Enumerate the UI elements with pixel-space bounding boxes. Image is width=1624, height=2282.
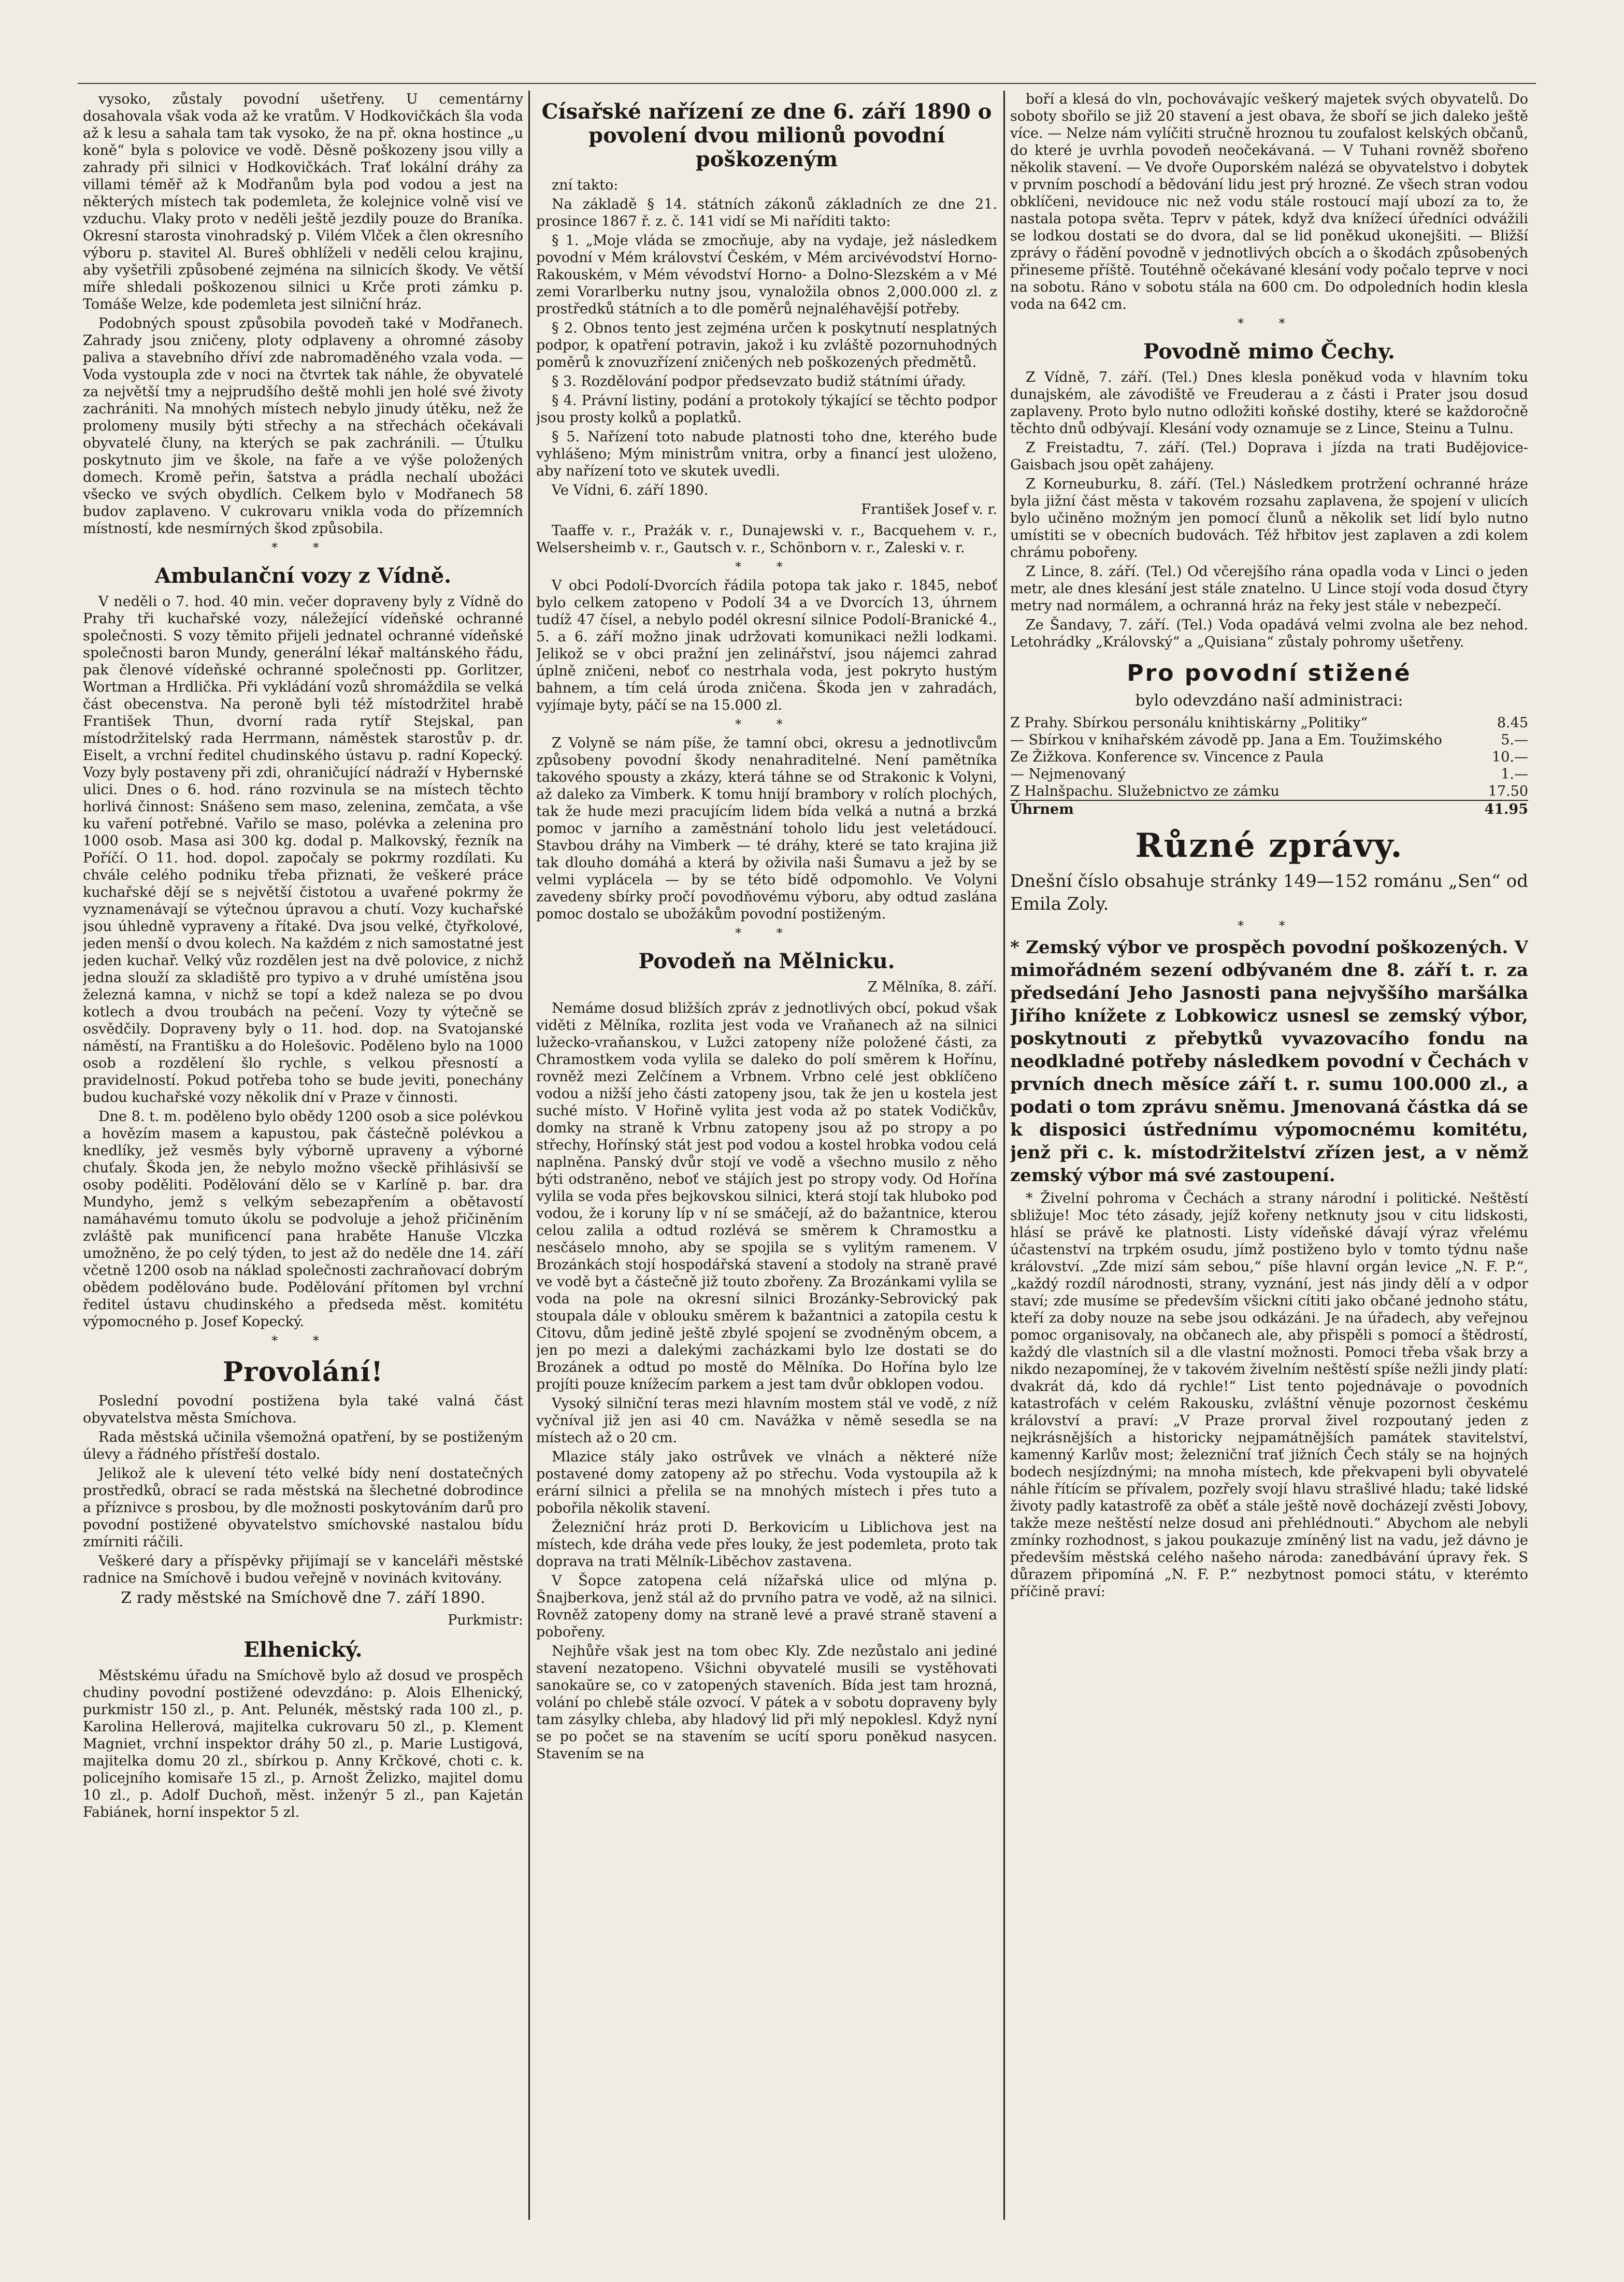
paragraph: boří a klesá do vln, pochovávajíc veškerý majetek svých obyvatelů. Do soboty sbořilo se již 20 stavení a jest obava, že sboří se jich daleko ještě více. — Nelze nám vylíčiti stručně hroznou tu zoufalost kelských občanů, do které je uvrhla povodeň neočekávaná. — V Tuhani rovněž sbořeno několik stavení. — Ve dvoře Ouporském nalézá se obyvatelstvo i dobytek v prvním poschodí a bědování lidu jest prý hrozné. Ze všech stran vodou obklíčeni, nevidouce nic než vodu stále rostoucí mají ubozí za to, že nastala potopa světa. Teprv v pátek, když dva knížecí úředníci odvážili se lodkou dostati se do dvora, dal se lid poněkud ukonejšiti. — Bližší zprávy o řádění povodně v jednotlivých obcích a o škodách způsobených přineseme příště. Toutéhně očekávané klesání vody počalo teprve v noci na sobotu. Ráno v sobotu stála na 600 cm. Do odpoledních hodin klesla voda na 642 cm. [1010, 91, 1528, 312]
article-heading: Povodně mimo Čechy. [1143, 339, 1395, 364]
section-separator: * * [735, 926, 798, 940]
paragraph: Veškeré dary a příspěvky přijímají se v kanceláři městské radnice na Smíchově i budou veřejně v novinách kvitovány. [83, 1553, 523, 1586]
ledger-label: Z Prahy. Sbírkou personálu knihtiskárny „Politiky“ [1010, 715, 1368, 731]
section-separator: * * [271, 1333, 335, 1348]
article-heading: Různé zprávy. [1135, 826, 1403, 865]
paragraph: vysoko, zůstaly povodní ušetřeny. U cementárny dosahovala však voda až ke vratům. V Hodkovičkách šla voda až k lesu a sahala tam tak vysoko, že na př. okna hostince „u koně“ byla s polovice ve vodě. Děsně poškozeny jsou villy a zahrady při silnici v Hodkovičkách. Trať lokální dráhy za villami téměř až k Modřanům byla pod vodou a jest na některých místech tak podemleta, že kolejnice volně visí ve vzduchu. Vlaky proto v neděli ještě jezdily pouze do Braníka. Okresní starosta vinohradský p. Vilém Vlček a člen okresního výboru p. stavitel Al. Bureš obhlíželi v neděli celou krajinu, aby vyšetřili způsobené zejména na silnicích škody. Ve větší míře shledali poškozenou silnici u Krče proti zámku p. Tomáše Welze, kde podemleta jest silniční hráz. [83, 91, 523, 312]
top-rule [78, 83, 1536, 84]
ledger-total-amount: 41.95 [1484, 801, 1528, 817]
paragraph: § 5. Nařízení toto nabude platnosti toho dne, kterého bude vyhlášeno; Mým ministrům vnitra, orby a financí jest uloženo, aby nařízení toto ve skutek uvedli. [536, 429, 997, 479]
paragraph: Nemáme dosud bližších zpráv z jednotlivých obcí, pokud však viděti z Mělníka, rozlita jest voda ve Vraňanech až na silnici lužecko-vraňanskou, v Lužci zatopeny níže položené části, za Chramostkem voda vylila se daleko do polí směrem k Hořínu, rovněž mezi Zelčínem a Vrbnem. Vrbno celé jest obklíčeno vodou a nižší jeho části zatopeny jsou, tak že jen u kostela jest suché místo. V Hořině vylita jest voda až po statek Vodičkův, domky na straně k Vrbnu zatopeny jsou až po stropy a po střechy, Hořínský stát jest pod vodou a kostel hrobka vodou celá naplněna. Panský dvůr stojí ve vodě a všechno musilo z něho býti odstraněno, neboť ve stájích jest po stropy vody. Od Hořína vylila se voda přes bejkovskou silnici, která stojí tak hluboko pod vodou, že i koruny líp v ní se smáčejí, až do bažantnice, kterou celou zalila a odtud rozlévá se směrem k Chramostku a nesčáselo mnoho, aby se spojila se s vylitým ramenem. V Brozánkách stojí hospodářská stavení a stodoly na straně pravé ve vodě byt a částečně již touto zbořeny. Za Brozánkami vylila se voda na pole na okresní silnici Brozánky-Sebrovický pak stoupala dále v oblouku směrem k bažantnici a zatopila cestu k Citovu, dům jedině ještě zbylé spojení se zvodněným obcem, a jen po mezi a dalekými zacházkami bylo lze dostati se do Brozánek a odtud po mostě do Mělníka. Do Hořína bylo lze projíti pouze knížecím parkem a jest tam dvůr obklopen vodou. [536, 1000, 997, 1393]
paragraph: Z Lince, 8. září. (Tel.) Od včerejšího rána opadla voda v Linci o jeden metr, ale dnes klesání jest stále znatelno. U Lince stojí voda dosud čtyry metry nad normálem, a ochranná hráz na řeky jest stále v nebezpečí. [1010, 564, 1528, 614]
article-heading: Elhenický. [243, 1638, 363, 1662]
paragraph: V obci Podolí-Dvorcích řádila potopa tak jako r. 1845, neboť bylo celkem zatopeno v Podolí 34 a ve Dvorcích 13, úhrnem tudíž 47 čísel, a nebylo podél okresní silnice Podolí-Branické 4., 5. a 6. září možno jinak udržovati komunikaci nežli lodkami. Jelikož se v obci pražní jen zelinářství, jsou nájemci zahrad úplně zničeni, neboť co nestrhala voda, jest pokryto hustým bahnem, a tím celá úroda zničena. Škoda jen v zahradách, vyjímaje byty, páčí se na 15.000 zl. [536, 578, 997, 713]
column-divider [1003, 91, 1005, 2220]
section-separator: * * [735, 559, 798, 574]
signature-line: František Josef v. r. [861, 501, 997, 518]
section-separator: * * [271, 540, 335, 555]
ledger-total-label: Úhrnem [1010, 801, 1074, 817]
ledger-row [1010, 714, 1528, 731]
section-separator: * * [1238, 316, 1301, 331]
paragraph: V Šopce zatopena celá nížařská ulice od mlýna p. Šnajberkova, jenž stál až do prvního patra ve vodě, až na silnici. Rovněž zatopeny domy na straně levé a pravé straně stavení a pobořeny. [536, 1573, 997, 1640]
paragraph: Nejhůře však jest na tom obec Kly. Zde nezůstalo ani jediné stavení nezatopeno. Všichni obyvatelé musili se vystěhovati sanokaŭre se, co v zatopených staveních. Bída jest tam hrozná, volání po chlebě stále ozvocí. V pátek a v sobotu dopraveny byly tam zásylky chleba, aby hladový lid při mlý nepoklesl. Když nyní se po počet se na stavením se ucítí sporu poněkud nasycen. Stavením se na [536, 1643, 997, 1762]
article-heading: Pro povodní stižené [1127, 660, 1412, 686]
paragraph: Z Vídně, 7. září. (Tel.) Dnes klesla poněkud voda v hlavním toku dunajském, ale závodiště ve Freuderau a z části i Prater jsou dosud zaplaveny. Proto bylo nutno odložiti koňské dostihy, které se každoročně těchto dnů odbývají. Klesání vody oznamuje se z Lince, Steinu a Tulnu. [1010, 369, 1528, 437]
paragraph: Ze Šandavy, 7. září. (Tel.) Voda opadává velmi zvolna ale bez nehod. Letohrádky „Královský“ a „Quisiana“ zůstaly pohromy ušetřeny. [1010, 617, 1528, 650]
paragraph: § 2. Obnos tento jest zejména určen k poskytnutí nesplatných podpor, k opatření potravin, jakož i ku zvláště pozornuhodných poměrů k znovuzřízení zničených neb poškozených předmětů. [536, 320, 997, 370]
article-heading: Provolání! [223, 1356, 383, 1388]
paragraph: Vysoký silniční teras mezi hlavním mostem stál ve vodě, z níž vyčníval již jen asi 40 cm. Navážka v němě sesedla se na místech až o 20 cm. [536, 1396, 997, 1446]
ledger-amount: 8.45 [1497, 715, 1528, 731]
article-heading: Ambulanční vozy z Vídně. [154, 564, 452, 588]
paragraph: zní takto: [552, 177, 619, 193]
column-divider [528, 91, 530, 2220]
paragraph: * Živelní pohroma v Čechách a strany národní i politické. Neštěstí sbližuje! Moc této zásady, jejíž kořeny netknuty jsou v citu lidskosti, hlásí se právě ke platnosti. Listy vídeňské dávají výraz vřelému účastenství na trpkém osudu, jímž postiženo bylo v tomto týdnu naše království. „Zde mizí sám sebou,“ píše hlavní orgán levice „N. F. P.“, „každý rozdíl národnosti, strany, vyznání, jest nás jindy dělí a v odpor staví; zde musíme se především všickni cítiti jako občané jednoho státu, kteří za doby nouze na sebe jsou odkázáni. Je na úřadech, aby veřejnou pomoc organisovaly, na občanech ale, aby přispěli s pomocí a štědrostí, každý dle vlastních sil a dle vlastní možnosti. Pomoci třeba však brzy a nikdo nezapomínej, že v takovém živelním neštěstí spíše nežli jindy platí: dvakrát dá, kdo dá rychle!“ List tento pojednávaje o povodních katastrofách v celém Rakousku, zvláštní věnuje pozornost českému království a praví: „V Praze prorval živel rozpoutaný jeden z nejkrásnějších a historicky nejpamátnějších památek stavitelství, kamenný Karlův most; železniční trať jižních Čech stály se na hojných bodech nesjízdnými; na mnoha místech, kde překvapeni byli obyvatelé náhle řítícím se přívalem, pozřely svojí hlavu strašlivé hladu; také lidské životy padly katastrofě za oběť a stále ještě nově docházejí zvěsti Jobovy, takže meze neštěstí nelze dosud ani přehlédnouti.“ Abychom ale nebyli zmínky rozhodnost, s jakou poukazuje zmíněný list na vadu, jež dávno je především městská celého našeho národa: zanedbávání úpravy řek. S důrazem připomíná „N. F. P.“ nezbytnost pomoci státu, v kterémto příčině praví: [1010, 1190, 1528, 1600]
paragraph: Z Korneuburku, 8. září. (Tel.) Následkem protržení ochranné hráze byla jižní část města v takovém rozsahu zaplavena, že spojení v ulicích bylo učiněno možným jen pomocí člunů a několik set lidí bylo nutno umístiti se v obecních budovách. Též hřbitov jest zaplaven a zdi kolem chrámu pobořeny. [1010, 476, 1528, 561]
paragraph: Poslední povodní postižena byla také valná část obyvatelstva města Smíchova. [83, 1393, 523, 1426]
subheading: bylo odevzdáno naší administraci: [1135, 692, 1403, 710]
paragraph: § 4. Právní listiny, podání a protokoly týkající se těchto podpor jsou prosty kolků a poplatků. [536, 393, 997, 426]
paragraph: Dne 8. t. m. poděleno bylo obědy 1200 osob a sice polévkou a hovězím masem a kapustou, pak částečně polévkou a knedlíky, jež vesměs byly výborně upraveny a výborné chuťaly. Škoda jen, že nebylo možno všeckě přihlásivší se osoby poděliti. Podělování dělo se v Karlíně p. bar. dra Mundyho, jemž s velkým sebezapřením a obětavostí namáhavému tomuto úkolu se podvoluje a jehož přičiněním zvláště pak munificencí pana hraběte Hanuše Vlczka umožněno, že po celý týden, to jest až do neděle dne 14. září včetně 1200 osob na náklad společnosti zachraňovací dobrým obědem podělováno bude. Podělování přítomen byl vrchní ředitel ústavu chudinského a předseda měst. komitétu výpomocného p. Josef Kopecký. [83, 1109, 523, 1330]
paragraph: Ve Vídni, 6. září 1890. [552, 482, 709, 498]
ledger-row [1010, 731, 1528, 749]
paragraph: § 3. Rozdělování podpor předsevzato budiž státními úřady. [552, 374, 966, 390]
article-heading: Císařské nařízení ze dne 6. září 1890 o povolení dvou milionů povodní poškozeným [541, 99, 992, 171]
column-right [1010, 91, 1528, 2220]
ledger-label: — Nejmenovaný [1010, 766, 1126, 782]
paragraph: Z Volyně se nám píše, že tamní obci, okresu a jednotlivcům způsobeny povodní škody nenahraditelné. Není pamětníka takového spousty a zkázy, která táhne se od Strakonic k Volyni, až daleko za Vimberk. K tomu hnijí brambory v rolích plochých, tak že hude mezi pracujícím lidem bída velká a nutná a brzká pomoc v jarního a zaměstnání toholo lidu jest veletádoucí. Stavbou dráhy na Vimberk — té dráhy, které se tato krajina již tak dlouho domáhá a která by oživila naši Šumavu a jež by se velmi vyplácela — by se této bídě odpomohlo. Ve Volyni zavedeny sbírky pročí povodňovému výboru, aby odtud zaslána pomoc dostalo se ubožákům povodní postiženým. [536, 735, 997, 922]
ledger-label: Ze Žižkova. Konference sv. Vincence z Paula [1010, 749, 1324, 765]
paragraph: Na základě § 14. státních zákonů základních ze dne 21. prosince 1867 ř. z. č. 141 vidí se Mi naříditi takto: [536, 196, 997, 229]
subheading: Z rady městské na Smíchově dne 7. září 1890. [121, 1589, 485, 1607]
article-heading: Povodeň na Mělnicku. [638, 949, 895, 973]
paragraph: Podobných spoust způsobila povodeň také v Modřanech. Zahrady jsou zničeny, ploty odplaveny a ohromné zásoby paliva a stavebního dříví zde nabromaděného vzala voda. — Voda vystoupla zde v noci na čtvrtek tak náhle, že obyvatelé za největší tmy a nejprudšího deště mohli jen holé své životy zachrániti. Na mnohých místech nebylo jinudy útěku, než že prolomeny musily býti střechy a na střechách očekávali obyvatelé čluny, na kterých se pak zachránili. — Útulku poskytnuto jim ve škole, na faře a ve výše položených domech. Kromě peřin, šatstva a prádla nechalí ubožáci všecko ve svých obydlích. Celkem bylo v Modřanech 58 budov zaplaveno. V cukrovaru vnikla voda do přízemních místností, kde nesmírných škod způsobila. [83, 315, 523, 537]
paragraph: Městskému úřadu na Smíchově bylo až dosud ve prospěch chudiny povodní postižené odevzdáno: p. Alois Elhenický, purkmistr 150 zl., p. Ant. Pelunék, městský rada 100 zl., p. Karolina Hellerová, majitelka cukrovaru 50 zl., p. Klement Magniet, vrchní inspektor dráhy 50 zl., p. Marie Lustigová, majitelka domu 20 zl., sbírkou p. Anny Krčkové, choti c. k. policejního komisaře 15 zl., p. Arnošt Želizko, majitel domu 10 zl., p. Adolf Duchoň, měst. inženýr 5 zl., pan Kajetán Fabiánek, horní inspektor 5 zl. [83, 1668, 523, 1820]
paragraph: V neděli o 7. hod. 40 min. večer dopraveny byly z Vídně do Prahy tři kuchařské vozy, náležející vídeňské ochranné společnosti. S vozy těmito přijeli jednatel ochranné vídeňské společnosti baron Mundy, generální lékař maltánského řádu, pak členové vídeňské ochranné společnosti pp. Gorlitzer, Wortman a Hrdlička. Při vykládání vozů shromáždila se velká část obecenstva. Na peroně byli též místodržitel hrabě František Thun, dvorní rada rytíř Stejskal, pan místodržitelský rada Herrmann, náměstek starostův p. dr. Eiselt, a vrchní ředitel chudinského ústavu p. radní Kopecký. Vozy byly postaveny při zdi, ohraničující nádraží v Hybernské ulici. Dnes o 6. hod. ráno rozvinula se na místech těchto horlivá činnost: Snášeno sem maso, zelenina, zemčata, a vše ku vaření potřebné. Vařilo se maso, polévka a zelenina pro 1000 osob. Masa asi 300 kg. dodal p. Malkovský, řezník na Poříčí. O 11. hod. dopol. započaly se pokrmy rozdílati. Ku chvále celého podniku třeba přiznati, že veškeré práce kuchařské dějí se s největší čistotou a uvařené pokrmy že vyznamenávají se výtečnou úpravou a chutí. Vozy kuchařské jsou úhledně vypraveny a řítaké. Dva jsou velké, čtyřkolové, jeden menší o dvou kolech. Na každém z nich samostatné jest jeden kuchař. Velký vůz rozdělen jest na dvě polovice, z nichž jedna slouží za skladiště pro typivo a v druhé umístěna jsou železná kamna, v nichž se topí a kdež naleza se po dvou kotlech a dvou troubách na pečení. Vozy ty výtečně se osvědčily. Dopraveny byly o 11. hod. dop. na Svatojanské náměstí, na Františku a do Holešovic. Poděleno bylo na 1000 osob a rozdělení šlo rychle, s velkou přesností a pravidelností. Pokud potřeba toho se bude jeviti, ponechány budou kuchařské vozy několik dní v Praze v činnosti. [83, 594, 523, 1106]
section-separator: * * [735, 717, 798, 731]
ledger-amount: 5.— [1501, 732, 1528, 748]
paragraph: Z Freistadtu, 7. září. (Tel.) Doprava i jízda na trati Budějovice-Gaisbach jsou opět zahájeny. [1010, 440, 1528, 473]
section-separator: * * [1238, 918, 1301, 933]
donation-ledger [1010, 714, 1528, 818]
lead-paragraph: * Zemský výbor ve prospěch povodní poškozených. V mimořádném sezení odbývaném dne 8. září t. r. za předsedání Jeho Jasnosti pana nejvyššího maršálka Jiřího knížete z Lobkowicz usnesl se zemský výbor, poskytnouti z přebytků vyvazovacího fondu na neodkladné potřeby následkem povodní v Čechách v prvních dnech měsíce září t. r. sumu 100.000 zl., a podati o tom zprávu sněmu. Jmenovaná částka dá se k disposici ústřednímu výpomocnému komitétu, jenž při c. k. místodržitelství zřízen jest, a v němž zemský výbor má své zastoupení. [1010, 937, 1528, 1186]
ledger-amount: 1.— [1501, 766, 1528, 782]
paragraph: Jelikož ale k ulevení této velké bídy není dostatečných prostředků, obrací se rada městská na šlechetné dobrodince a příznivce s prosbou, by dle možnosti poskytováním darů pro povodní postižené obyvatelstvo smíchovské nastalou bídu zmírniti ráčili. [83, 1466, 523, 1550]
ledger-row [1010, 766, 1528, 783]
paragraph: § 1. „Moje vláda se zmocňuje, aby na vydaje, jež následkem povodní v Mém království Českém, v Mém arcivévodství Horno-Rakouském, v Mém vévodství Horno- a Dolno-Slezském a v Mé zemi Vorarlberku nutny jsou, vynaložila obnos 2,000.000 zl. z prostředků státních a to dle poměrů nejnaléhavější potřeby. [536, 233, 997, 317]
lead-paragraph: Dnešní číslo obsahuje stránky 149—152 románu „Sen“ od Emila Zoly. [1010, 871, 1528, 914]
signature-line: Purkmistr: [448, 1612, 523, 1628]
column-middle [536, 91, 997, 2220]
column-left [83, 91, 523, 2220]
paragraph: Železniční hráz proti D. Berkovicím u Liblichova jest na místech, kde dráha vede přes louky, že jest podemleta, proto tak doprava na trati Mělník-Liběchov zastavena. [536, 1519, 997, 1570]
ledger-label: Z Halnšpachu. Služebnictvo ze zámku [1010, 783, 1280, 799]
ledger-amount: 17.50 [1488, 783, 1528, 799]
ledger-label: — Sbírkou v knihařském závodě pp. Jana a Em. Toužimského [1010, 732, 1442, 748]
signature-line: Z Mělníka, 8. září. [867, 979, 997, 995]
paragraph: Taaffe v. r., Prażák v. r., Dunajewski v. r., Bacquehem v. r., Welsersheimb v. r., Gautsch v. r., Schönborn v. r., Zaleski v. r. [536, 523, 997, 556]
paragraph: Rada městská učinila všemožná opatření, by se postiženým úlevy a řádného přístřeší dostalo. [83, 1429, 523, 1462]
ledger-amount: 10.— [1492, 749, 1528, 765]
ledger-total [1010, 800, 1528, 818]
ledger-row [1010, 783, 1528, 800]
paragraph: Mlazice stály jako ostrůvek ve vlnách a některé níže postavené domy zatopeny až po střechu. Voda vystoupila až k erární silnici a přelila se na mnohých místech i přes tuto a pobořila několik stavení. [536, 1449, 997, 1516]
ledger-row [1010, 749, 1528, 766]
